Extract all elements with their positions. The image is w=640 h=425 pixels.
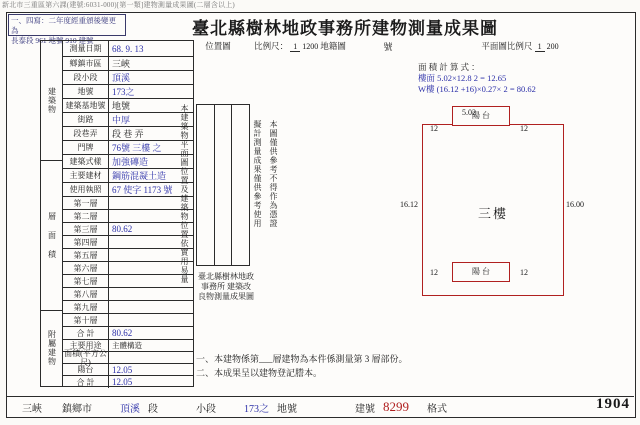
bottom-town-value: 三峽 [22, 403, 42, 415]
top-system-note: 新北市三重區第六課(建號:6031-000)[第一類]建物測量成果圖(二層含以上) [2, 1, 235, 9]
attached-label-main-use: 主要用途 [63, 340, 109, 351]
dim-bottom-left: 12 [430, 268, 438, 277]
map-column-3 [231, 105, 249, 265]
plan-scale-group [420, 40, 620, 52]
bottom-town-word: 鎮鄉市 [62, 403, 92, 415]
area-calc-line-1: 樓面 5.02×12.8 2 = 12.65 [418, 73, 507, 83]
row-label-lane: 段巷弄 [63, 127, 109, 140]
row-label-base-landno: 建築基地號 [63, 99, 109, 112]
bottom-landno-value: 173之 [244, 403, 269, 415]
area-calc-line-2: W樓 (16.12 +16)×0.27× 2 = 80.62 [418, 84, 536, 94]
plan-scale-numerator: 1 [535, 42, 545, 52]
vertical-label-building: 建築物 [41, 41, 63, 161]
dim-right: 16.00 [566, 200, 584, 209]
row-value-street: 中厚 [112, 115, 131, 125]
floor-label-10: 第十層 [63, 314, 109, 326]
balcony-bottom [452, 262, 510, 282]
bottom-form-word: 格式 [427, 403, 447, 415]
row-label-township: 鄉鎮市區 [63, 57, 109, 70]
row-value-landno: 173之 [112, 87, 135, 97]
row-label-street: 街路 [63, 113, 109, 126]
area-calculation-block [418, 62, 628, 95]
position-map-label: 位置圖 [205, 41, 231, 51]
scale-numerator: 1 [290, 42, 300, 52]
footer-note-2: 二、本成果呈以建物登記謄本。 [196, 368, 323, 378]
bottom-small-section-word: 小段 [196, 403, 216, 415]
row-value-doorplate: 76號 三樓 之 [112, 143, 162, 153]
row-value-township: 三峽 [112, 59, 131, 69]
scale-group [240, 40, 360, 52]
floor-value-total: 80.62 [112, 328, 133, 338]
row-label-survey-date: 測量日期 [63, 41, 109, 56]
building-plan-drawing [400, 108, 588, 308]
plan-scale-label: 平面圖比例尺 [481, 41, 533, 51]
vertical-note-2: 本圖僅供參考不得作為憑證 [269, 120, 278, 228]
bottom-bldg-no: 8299 [383, 399, 409, 414]
floor-value-10 [109, 314, 193, 326]
floor-label-5: 第五層 [63, 249, 109, 261]
bottom-landno-word: 地號 [277, 403, 297, 415]
vertical-label-column [40, 40, 63, 387]
row-value-survey-date: 68. 9. 13 [112, 43, 144, 54]
position-map-grid [196, 104, 250, 266]
scale-denominator: 1200 [302, 42, 319, 51]
row-value-section: 頂溪 [112, 73, 131, 83]
area-calc-title: 面 積 計 算 式 ： [418, 62, 480, 72]
serial-no-label: 號 [383, 42, 393, 52]
attached-label-area-head: 面積(平方公尺) [63, 352, 109, 363]
bottom-section-value: 頂溪 [120, 403, 140, 415]
row-label-permit: 使用執照 [63, 183, 109, 196]
building-data-table [62, 40, 194, 387]
row-value-material: 鋼筋混凝土造 [112, 171, 167, 181]
row-label-landno: 地號 [63, 85, 109, 98]
floor-label-4: 第四層 [63, 236, 109, 248]
row-label-section: 段小段 [63, 71, 109, 84]
row-label-material: 主要建材 [63, 169, 109, 182]
attached-value-balcony: 12.05 [112, 364, 133, 375]
plan-scale-denominator: 200 [546, 42, 559, 51]
dim-top: 5.02 [462, 108, 476, 117]
row-label-doorplate: 門牌 [63, 141, 109, 154]
row-value-permit: 67 使字 1173 號 [112, 185, 173, 195]
floor-label-2: 第二層 [63, 210, 109, 222]
floor-label-8: 第八層 [63, 288, 109, 300]
floor-value-8 [109, 288, 193, 300]
balcony-top-label: 陽 台 [472, 111, 490, 120]
page-title: 臺北縣樹林地政事務所建物測量成果圖 [192, 19, 498, 38]
floor-value-9 [109, 301, 193, 313]
plan-scale-fraction [535, 42, 559, 51]
scale-tail: 地籍圖 [320, 41, 346, 51]
footer-notes [196, 352, 496, 380]
row-value-base-landno: 地號 [112, 101, 131, 111]
vertical-note-1: 擬計測量成果僅供參考使用 [253, 120, 262, 228]
office-design-note: 臺北縣樹林地政事務所 建築改良物測量成果圖 [198, 272, 254, 301]
floor-label-3: 第三層 [63, 223, 109, 235]
attached-label-sum: 合 計 [63, 376, 109, 388]
floor-label-7: 第七層 [63, 275, 109, 287]
correction-stamp [8, 14, 126, 45]
stamp-line-1: 一、四寫：二年度經重頒後變更為 [11, 16, 116, 35]
dim-top-right: 12 [520, 124, 528, 133]
balcony-top [452, 106, 510, 126]
attached-head-struct: 主體構造 [112, 341, 142, 350]
bottom-section-word: 段 [148, 403, 158, 415]
floor-label-9: 第九層 [63, 301, 109, 313]
scale-label: 比例尺： [254, 41, 289, 51]
dim-bottom-right: 12 [520, 268, 528, 277]
row-label-style: 建築式樣 [63, 155, 109, 168]
footer-note-1: 一、本建物係第___層建物為本件係測量第 3 層部份。 [196, 354, 408, 364]
row-value-lane: 段 巷 弄 [112, 129, 144, 139]
attached-value-area-head [109, 352, 193, 363]
vertical-label-attached: 附屬建物 [47, 330, 57, 366]
vertical-instruction-text: 本建築物平面圖位置及建築物位置依實用易量 [180, 104, 189, 284]
dim-top-left: 12 [430, 124, 438, 133]
map-column-2 [214, 105, 232, 265]
floor-label-1: 第一層 [63, 197, 109, 209]
vertical-label-floor-area: 層 面 積 [41, 161, 63, 311]
stamp-line-2: 長泰段 961 地號 910 建號 [11, 36, 94, 45]
map-column-1 [197, 105, 214, 265]
balcony-bottom-label: 陽 台 [472, 267, 490, 276]
scale-fraction [290, 42, 318, 51]
floor-label-6: 第六層 [63, 262, 109, 274]
building-floor-label: 三樓 [477, 206, 508, 221]
dim-left: 16.12 [400, 200, 418, 209]
attached-label-balcony: 陽台 [63, 364, 109, 375]
bottom-summary-bar [6, 396, 634, 417]
floor-label-total: 合 計 [63, 327, 109, 339]
floor-value-3: 80.62 [112, 224, 133, 234]
document-number: 1904 [596, 396, 630, 412]
bottom-bldg-word: 建號 [355, 403, 375, 415]
attached-value-sum: 12.05 [112, 377, 133, 387]
row-value-style: 加強磚造 [112, 157, 149, 167]
